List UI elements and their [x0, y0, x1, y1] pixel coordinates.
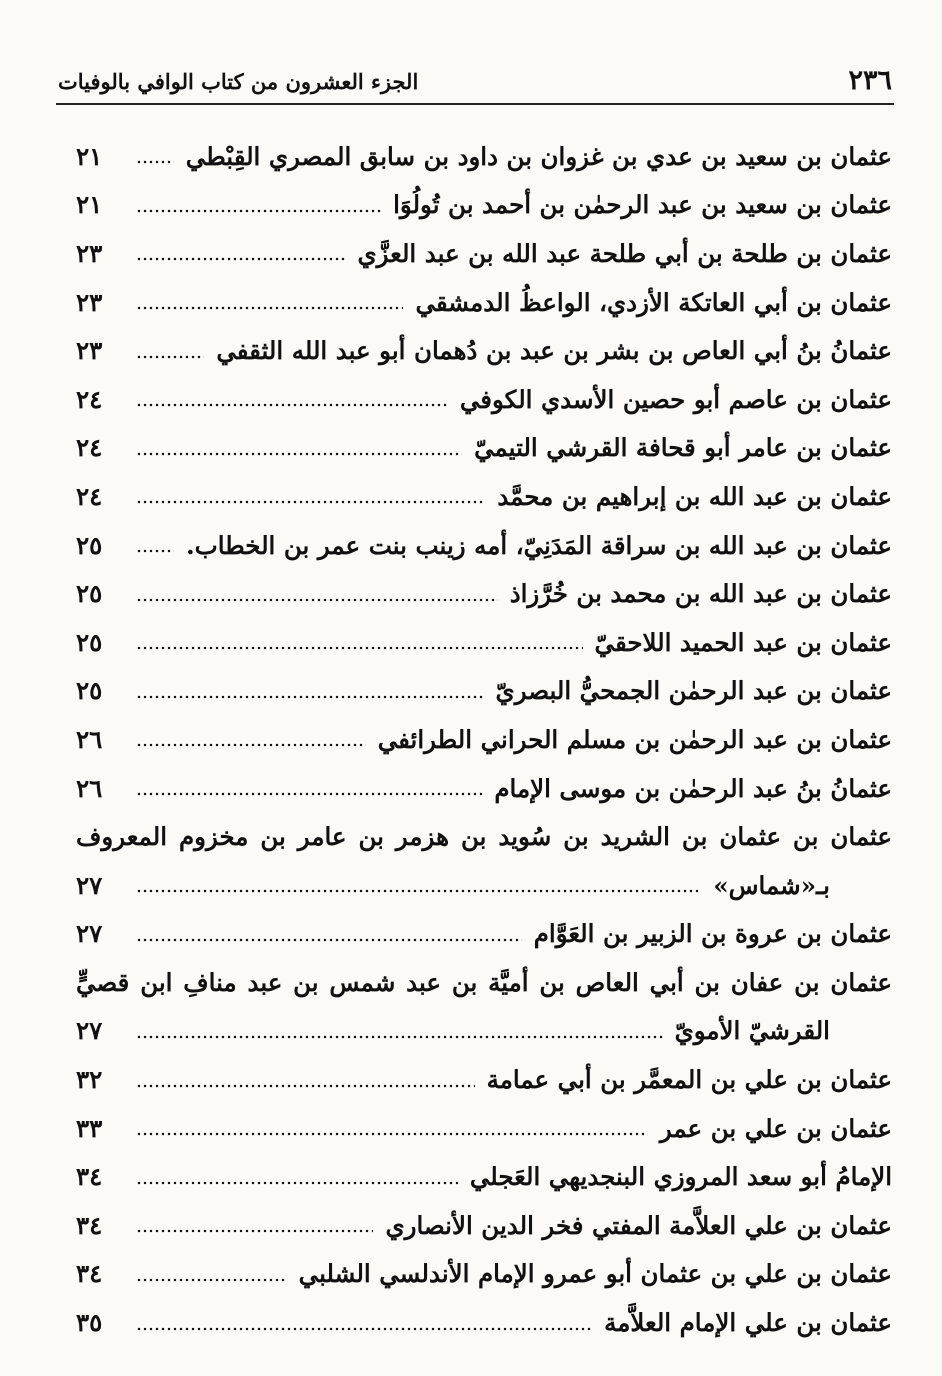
toc-entry: [76, 1104, 892, 1153]
toc-entry: [76, 229, 892, 278]
toc-entry-title: عثمان بن عبد الرحمٰن الجمحيُّ البصريّ: [495, 676, 892, 706]
toc-entry-title: عثمان بن عبد الله بن سراقة المَدَنِيّ، أمه زينب بنت عمر بن الخطاب.: [186, 530, 892, 560]
toc-entry: [76, 569, 892, 618]
toc-entry: [76, 618, 892, 667]
toc-entry-title: عثمان بن علي بن المعمَّر بن أبي عمامة: [486, 1065, 892, 1095]
dot-leader: [136, 549, 174, 553]
toc-entry-page: ٢٦: [76, 724, 103, 754]
toc-entry-title: عثمان بن أبي العاتكة الأزدي، الواعظُ الدمشقي: [415, 287, 892, 317]
toc-entry: [76, 1201, 892, 1250]
toc-entry-page: ٢٣: [76, 336, 103, 366]
toc-entry-title: عثمان بن عروة بن الزبير بن العَوَّام: [533, 919, 892, 949]
toc-entry: [76, 1152, 892, 1201]
toc-entry-title: عثمان بن عبد الله بن محمد بن خُرَّزاذ: [509, 579, 892, 609]
dot-leader: [136, 452, 462, 456]
header-rule: [56, 103, 894, 105]
toc-entry: [76, 326, 892, 375]
page-number: ٢٣٦: [848, 65, 892, 96]
running-title: الجزء العشرون من كتاب الوافي بالوفيات: [58, 69, 419, 94]
dot-leader: [136, 306, 403, 310]
dot-leader: [136, 1327, 592, 1331]
dot-leader: [136, 1229, 373, 1233]
toc-entry-title: عثمان بن علي بن عمر: [659, 1113, 892, 1143]
dot-leader: [136, 500, 485, 504]
dot-leader: [136, 598, 498, 602]
toc-entry-page: ٣٤: [76, 1210, 103, 1240]
toc-entry-title: عثمان بن علي العلاَّمة المفتي فخر الدين الأنصاري: [385, 1210, 892, 1240]
toc-entry-page: ٢٥: [76, 579, 103, 609]
dot-leader: [136, 792, 482, 796]
dot-leader: [136, 1181, 458, 1185]
toc-entry-page: ٢٧: [76, 1016, 103, 1046]
toc-entry-title: عثمان بن علي الإمام العلاَّمة: [604, 1308, 892, 1338]
toc-entry-title: عثمان بن سعيد بن عدي بن غزوان بن داود بن سابق المصري القِبْطي: [185, 141, 892, 171]
toc-entry-page: ٣٤: [76, 1259, 103, 1289]
toc-entry-page: ٢٣: [76, 287, 103, 317]
toc-entry: [76, 278, 892, 327]
toc-entry: [76, 1250, 892, 1299]
toc-entry-page: ٢٦: [76, 773, 103, 803]
toc-entry: [76, 667, 892, 716]
toc-entry-title: عثمان بن عثمان بن الشريد بن سُويد بن هزمر بن عامر بن مخزوم المعروف: [76, 822, 892, 852]
toc-entry-page: ٣٤: [76, 1162, 103, 1192]
toc-entry-title: عثمان بن عبد الله بن إبراهيم بن محمَّد: [497, 481, 892, 511]
toc-entry-title: عثمان بن طلحة بن أبي طلحة عبد الله بن عبد العزَّي: [357, 238, 892, 268]
toc-entry-page: ٣٢: [76, 1065, 103, 1095]
toc-entry: [76, 715, 892, 764]
toc-entry: [76, 472, 892, 521]
toc-entry-page: ٢١: [76, 190, 103, 220]
dot-leader: [136, 938, 522, 942]
toc-entry-page: ٣٥: [76, 1308, 103, 1338]
toc-entry-page: ٢١: [76, 141, 103, 171]
toc-entry-title: عثمانُ بنُ أبي العاص بن بشر بن عبد بن دُهمان أبو عبد الله الثقفي: [216, 336, 892, 366]
dot-leader: [136, 646, 583, 650]
toc-entry-page: ٢٤: [76, 481, 103, 511]
toc-entry-page: ٢٤: [76, 433, 103, 463]
toc-entry: [76, 424, 892, 473]
dot-leader: [136, 257, 345, 261]
toc-entry: [76, 910, 892, 959]
dot-leader: [136, 695, 484, 699]
toc-entry: [76, 1055, 892, 1104]
toc-entry-title: عثمان بن عاصم أبو حصين الأسدي الكوفي: [459, 384, 892, 414]
toc-entry-page: ٢٧: [76, 919, 103, 949]
toc-entry: [76, 812, 892, 861]
toc-entry: [76, 764, 892, 813]
dot-leader: [136, 889, 701, 893]
toc-entry-title: عثمان بن عبد الحميد اللاحقيّ: [594, 627, 892, 657]
page-header: [58, 58, 892, 102]
dot-leader: [136, 1084, 475, 1088]
dot-leader: [136, 1035, 663, 1039]
toc-entry-continuation: [76, 861, 892, 910]
toc-entry-title: عثمان بن علي بن عثمان أبو عمرو الإمام الأندلسي الشلبي: [298, 1259, 892, 1289]
dot-leader: [136, 355, 204, 359]
toc-entry-continuation: [76, 1007, 892, 1056]
toc-entry-title: عثمان بن سعيد بن عبد الرحمٰن بن أحمد بن تُولُوَا: [393, 190, 892, 220]
toc-entry-title: القرشيّ الأمويّ: [674, 1016, 830, 1046]
toc-entry: [76, 958, 892, 1007]
toc-entry-page: ٢٥: [76, 676, 103, 706]
toc-entry-page: ٢٣: [76, 238, 103, 268]
toc-entry-page: ٣٣: [76, 1113, 103, 1143]
toc-entry: [76, 375, 892, 424]
toc-entry-title: عثمانُ بنُ عبد الرحمٰن بن موسى الإمام: [494, 773, 892, 803]
toc-entry-page: ٢٧: [76, 870, 103, 900]
toc-entry: [76, 132, 892, 181]
dot-leader: [136, 743, 366, 747]
toc-entry-title: عثمان بن عامر أبو قحافة القرشي التيميّ: [474, 433, 892, 463]
toc-entry-page: ٢٥: [76, 627, 103, 657]
toc-entry: [76, 521, 892, 570]
toc-entry-title: عثمان بن عفان بن أبي العاص بن أميَّة بن عبد شمس بن عبد منافِ ابن قصيٍّ: [76, 967, 892, 997]
dot-leader: [136, 160, 174, 164]
dot-leader: [136, 403, 448, 407]
toc-entry-page: ٢٥: [76, 530, 103, 560]
table-of-contents: [76, 132, 892, 1347]
dot-leader: [136, 209, 381, 213]
dot-leader: [136, 1132, 648, 1136]
toc-entry: [76, 181, 892, 230]
toc-entry-title: بـ«شماس»: [713, 870, 830, 900]
toc-entry: [76, 1298, 892, 1347]
toc-entry-title: عثمان بن عبد الرحمٰن بن مسلم الحراني الطرائفي: [377, 724, 892, 754]
toc-entry-page: ٢٤: [76, 384, 103, 414]
toc-entry-title: الإمامُ أبو سعد المروزي البنجديهي العَجلي: [469, 1162, 892, 1192]
dot-leader: [136, 1278, 287, 1282]
